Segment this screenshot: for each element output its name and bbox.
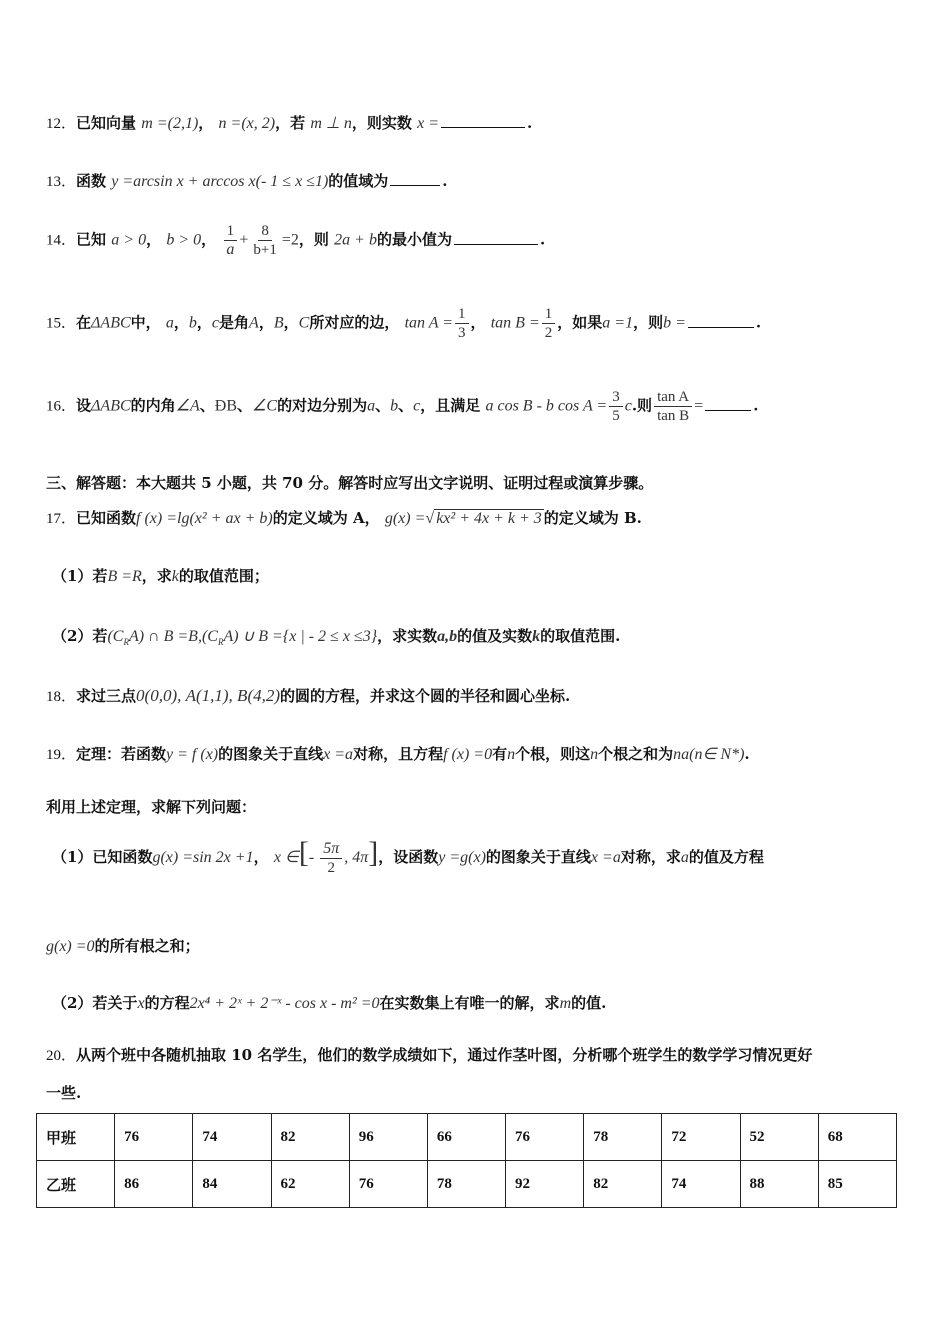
table-cell: 76 <box>115 1114 193 1161</box>
denominator: 3 <box>458 325 466 341</box>
period: . <box>744 745 750 763</box>
math-expr: y = f (x) <box>166 746 219 763</box>
question-text: 的值及实数 <box>457 627 533 645</box>
math-expr: A) ∩ B =B,(C <box>128 628 218 645</box>
question-text: 求过三点 <box>76 687 137 705</box>
question-17 <box>46 507 642 528</box>
math-expr: g(x) =0 <box>46 938 95 955</box>
question-text: 的取值范围. <box>540 627 621 645</box>
question-text: 在实数集上有唯一的解，求 <box>379 994 560 1012</box>
question-text: .则 <box>631 396 653 415</box>
question-text: 有 <box>492 745 508 763</box>
question-text: ，则实数 <box>351 114 412 132</box>
table-cell: 74 <box>193 1114 271 1161</box>
math-expr: g(x) = <box>384 510 426 527</box>
numerator: 1 <box>224 222 238 241</box>
fraction <box>250 222 279 259</box>
table-cell: 78 <box>584 1114 662 1161</box>
separator: 、 <box>398 396 414 415</box>
math-op: - <box>308 849 319 866</box>
question-number: 14． <box>46 232 77 249</box>
math-expr: na(n∈ N*) <box>673 746 745 763</box>
numerator: tan A <box>654 388 692 407</box>
question-text: 从两个班中各随机抽取 10 名学生，他们的数学成绩如下，通过作茎叶图，分析哪个班学生的数学学习情况更好 <box>76 1046 813 1064</box>
math-expr: A) ∪ B ={x | - 2 ≤ x ≤3} <box>223 628 378 645</box>
math-expr: y =arcsin x + arccos x(- 1 ≤ x ≤1) <box>111 173 329 190</box>
period: . <box>753 396 759 415</box>
math-var: b <box>390 397 399 415</box>
question-14 <box>46 222 545 259</box>
question-text: 的图象关于直线 <box>218 745 324 763</box>
question-17-part-1 <box>52 565 269 586</box>
denominator: b+1 <box>253 242 277 258</box>
table-row <box>37 1161 897 1208</box>
table-cell: 82 <box>584 1161 662 1208</box>
question-text: 对称，求 <box>620 848 681 866</box>
math-var: x <box>137 995 145 1012</box>
math-expr: b = <box>663 314 686 332</box>
table-cell: 88 <box>740 1161 818 1208</box>
math-var: n <box>590 746 599 763</box>
math-var: a,b <box>437 628 458 645</box>
math-expr: m ⊥ n <box>310 115 352 132</box>
math-expr: tan B = <box>490 314 540 332</box>
answer-blank <box>705 408 751 411</box>
math-expr: x ∈ <box>273 849 299 866</box>
numerator: 1 <box>542 305 556 324</box>
math-expr: a =1 <box>602 314 634 332</box>
math-expr: ΔABC <box>91 314 131 332</box>
question-12 <box>46 112 532 133</box>
table-cell: 85 <box>818 1161 896 1208</box>
question-text: 对称，且方程 <box>353 745 444 763</box>
question-number: 19． <box>46 747 77 763</box>
math-expr: y =g(x) <box>438 849 486 866</box>
math-var: c <box>624 397 632 415</box>
question-13 <box>46 170 448 191</box>
table-cell: 66 <box>427 1114 505 1161</box>
math-expr: (C <box>107 628 124 645</box>
math-var: B <box>273 314 284 332</box>
period: . <box>755 313 762 332</box>
question-text: 的方程 <box>144 994 190 1012</box>
question-19-part-2 <box>52 992 606 1013</box>
right-bracket: ] <box>368 836 379 869</box>
table-cell: 52 <box>740 1114 818 1161</box>
question-text: 中， <box>130 313 161 332</box>
question-text: 的值域为 <box>328 172 389 190</box>
question-17-part-2 <box>52 625 620 647</box>
subscript: R <box>217 637 224 647</box>
question-text: 的图象关于直线 <box>485 848 591 866</box>
fraction <box>654 388 692 425</box>
period: . <box>539 230 546 249</box>
numerator: 5π <box>320 840 342 859</box>
question-text: 的取值范围； <box>178 567 269 585</box>
question-20-cont: 一些. <box>46 1084 82 1102</box>
numerator: 3 <box>609 388 623 407</box>
math-expr: , 4π <box>344 849 369 866</box>
part-label: （1）已知函数 <box>52 848 153 866</box>
answer-blank <box>390 183 440 186</box>
table-cell: 74 <box>662 1161 740 1208</box>
question-text: 个根之和为 <box>598 745 674 763</box>
math-op: = <box>694 397 704 415</box>
answer-blank <box>454 242 538 245</box>
math-var: A <box>249 314 259 332</box>
math-op: + <box>239 231 249 249</box>
question-number: 17． <box>46 511 77 527</box>
question-19-part-1-cont <box>46 935 200 956</box>
math-var: a <box>165 314 174 332</box>
question-text: 定理：若函数 <box>76 745 167 763</box>
question-text: ，求 <box>141 567 172 585</box>
question-text: 的内角 <box>130 396 176 415</box>
math-expr: ∠C <box>252 397 278 415</box>
comma: ， <box>198 114 214 132</box>
fraction <box>609 388 623 425</box>
period: . <box>527 114 533 132</box>
question-text: 已知 <box>76 230 107 249</box>
score-table <box>36 1113 897 1208</box>
question-text: 在 <box>76 313 92 332</box>
math-expr: a cos B - b cos A = <box>485 397 608 415</box>
math-var: c <box>211 314 220 332</box>
separator: 、 <box>237 396 253 415</box>
math-expr: ΔABC <box>91 397 131 415</box>
part-label: （2）若 <box>52 627 108 645</box>
question-number: 16． <box>46 398 77 415</box>
separator: 、 <box>375 396 391 415</box>
question-text: 是角 <box>219 313 250 332</box>
math-var: n <box>507 746 516 763</box>
table-cell: 84 <box>193 1161 271 1208</box>
table-cell: 72 <box>662 1114 740 1161</box>
question-number: 13． <box>46 174 77 190</box>
math-expr: x =a <box>323 746 354 763</box>
math-expr: m =(2,1) <box>141 115 199 132</box>
question-number: 20． <box>46 1048 77 1064</box>
question-text: 的圆的方程，并求这个圆的半径和圆心坐标. <box>280 687 571 705</box>
math-var: b <box>188 314 197 332</box>
row-label: 乙班 <box>37 1161 115 1208</box>
question-text: 的定义域为 B. <box>543 509 642 527</box>
comma: ， <box>146 230 162 249</box>
question-text: 的对边分别为 <box>277 396 368 415</box>
question-text: 已知函数 <box>76 509 137 527</box>
math-expr: f (x) =lg(x² + ax + b) <box>136 510 273 527</box>
denominator: a <box>226 241 235 258</box>
numerator: 8 <box>258 222 272 241</box>
denominator: 2 <box>544 325 553 341</box>
table-cell: 86 <box>115 1161 193 1208</box>
period: . <box>442 172 448 190</box>
denominator: 5 <box>612 408 620 424</box>
radicand: kx² + 4x + k + 3 <box>436 510 542 527</box>
question-number: 15． <box>46 315 77 332</box>
question-text: 所对应的边， <box>309 313 400 332</box>
question-number: 12． <box>46 116 77 132</box>
comma: ， <box>253 848 269 866</box>
denominator: tan B <box>657 408 690 424</box>
math-expr: ∠A <box>175 397 200 415</box>
question-text: ，则 <box>633 313 664 332</box>
question-text: 的所有根之和； <box>94 937 200 955</box>
table-cell: 82 <box>271 1114 349 1161</box>
numerator: 1 <box>455 305 469 324</box>
math-var: k <box>532 628 541 645</box>
question-text: ，如果 <box>557 313 603 332</box>
math-expr: ÐB <box>214 397 238 415</box>
table-row <box>37 1114 897 1161</box>
row-label: 甲班 <box>37 1114 115 1161</box>
math-expr: a > 0 <box>111 231 147 249</box>
denominator: 2 <box>327 859 335 876</box>
comma: ， <box>201 230 217 249</box>
question-text: 个根，则这 <box>515 745 591 763</box>
math-expr: g(x) =sin 2x +1 <box>152 849 254 866</box>
question-text: 设 <box>76 396 92 415</box>
question-text: ，设函数 <box>378 848 439 866</box>
question-text: ，则 <box>298 230 329 249</box>
question-text: 已知向量 <box>76 114 137 132</box>
table-cell: 68 <box>818 1114 896 1161</box>
section-heading: 三、解答题：本大题共 5 小题，共 70 分。解答时应写出文字说明、证明过程或演算步骤。 <box>46 474 654 492</box>
table-cell: 76 <box>349 1161 427 1208</box>
fraction <box>542 305 556 342</box>
fraction <box>223 222 237 259</box>
question-19-part-1 <box>52 836 764 877</box>
table-cell: 78 <box>427 1161 505 1208</box>
left-bracket: [ <box>298 836 309 869</box>
question-text: 的值及方程 <box>688 848 764 866</box>
math-expr: B =R <box>107 568 142 585</box>
table-cell: 92 <box>506 1161 584 1208</box>
table-cell: 96 <box>349 1114 427 1161</box>
question-19 <box>46 743 750 764</box>
question-19-intro: 利用上述定理，求解下列问题： <box>46 798 257 816</box>
question-number: 18． <box>46 689 77 705</box>
question-18 <box>46 685 570 706</box>
radical-sign: √ <box>425 510 435 527</box>
question-20 <box>46 1044 812 1065</box>
part-label: （2）若关于 <box>52 994 138 1012</box>
answer-blank <box>441 125 525 128</box>
question-16 <box>46 388 758 425</box>
table-cell: 62 <box>271 1161 349 1208</box>
question-text: ，若 <box>275 114 306 132</box>
math-expr: x = <box>417 115 439 132</box>
math-var: a <box>367 397 376 415</box>
fraction <box>455 305 469 342</box>
math-expr: 0(0,0), A(1,1), B(4,2) <box>136 686 281 705</box>
math-expr: f (x) =0 <box>443 746 493 763</box>
math-expr: =2 <box>281 231 299 249</box>
question-15: 15．在ΔABC中， a，b，c是角A，B，C所对应的边， tan A = $\frac{1}{3}$ ， tan B = $\frac{1}{2}$ ，如果a =1，则b = . <box>46 306 762 341</box>
math-expr: n =(x, 2) <box>218 115 276 132</box>
subscript: R <box>123 637 129 647</box>
answer-blank <box>688 325 754 328</box>
math-expr: b > 0 <box>166 231 202 249</box>
math-var: c <box>413 397 421 415</box>
question-text: 的最小值为 <box>376 230 452 249</box>
math-expr: 2a + b <box>334 231 377 249</box>
question-text: ，且满足 <box>420 396 481 415</box>
question-text: 的定义域为 A， <box>272 509 380 527</box>
question-text: ，求实数 <box>377 627 438 645</box>
question-text: 的值. <box>571 994 607 1012</box>
math-var: a <box>680 849 689 866</box>
table-cell: 76 <box>506 1114 584 1161</box>
math-var: C <box>298 314 310 332</box>
fraction <box>320 840 342 877</box>
math-expr: tan A = <box>404 314 453 332</box>
math-var: k <box>171 568 179 585</box>
math-expr: 2x⁴ + 2ˣ + 2⁻ˣ - cos x - m² =0 <box>189 995 380 1012</box>
part-label: （1）若 <box>52 567 108 585</box>
separator: 、 <box>199 396 215 415</box>
math-var: m <box>559 995 572 1012</box>
math-expr: x =a <box>590 849 621 866</box>
question-text: 函数 <box>76 172 107 190</box>
